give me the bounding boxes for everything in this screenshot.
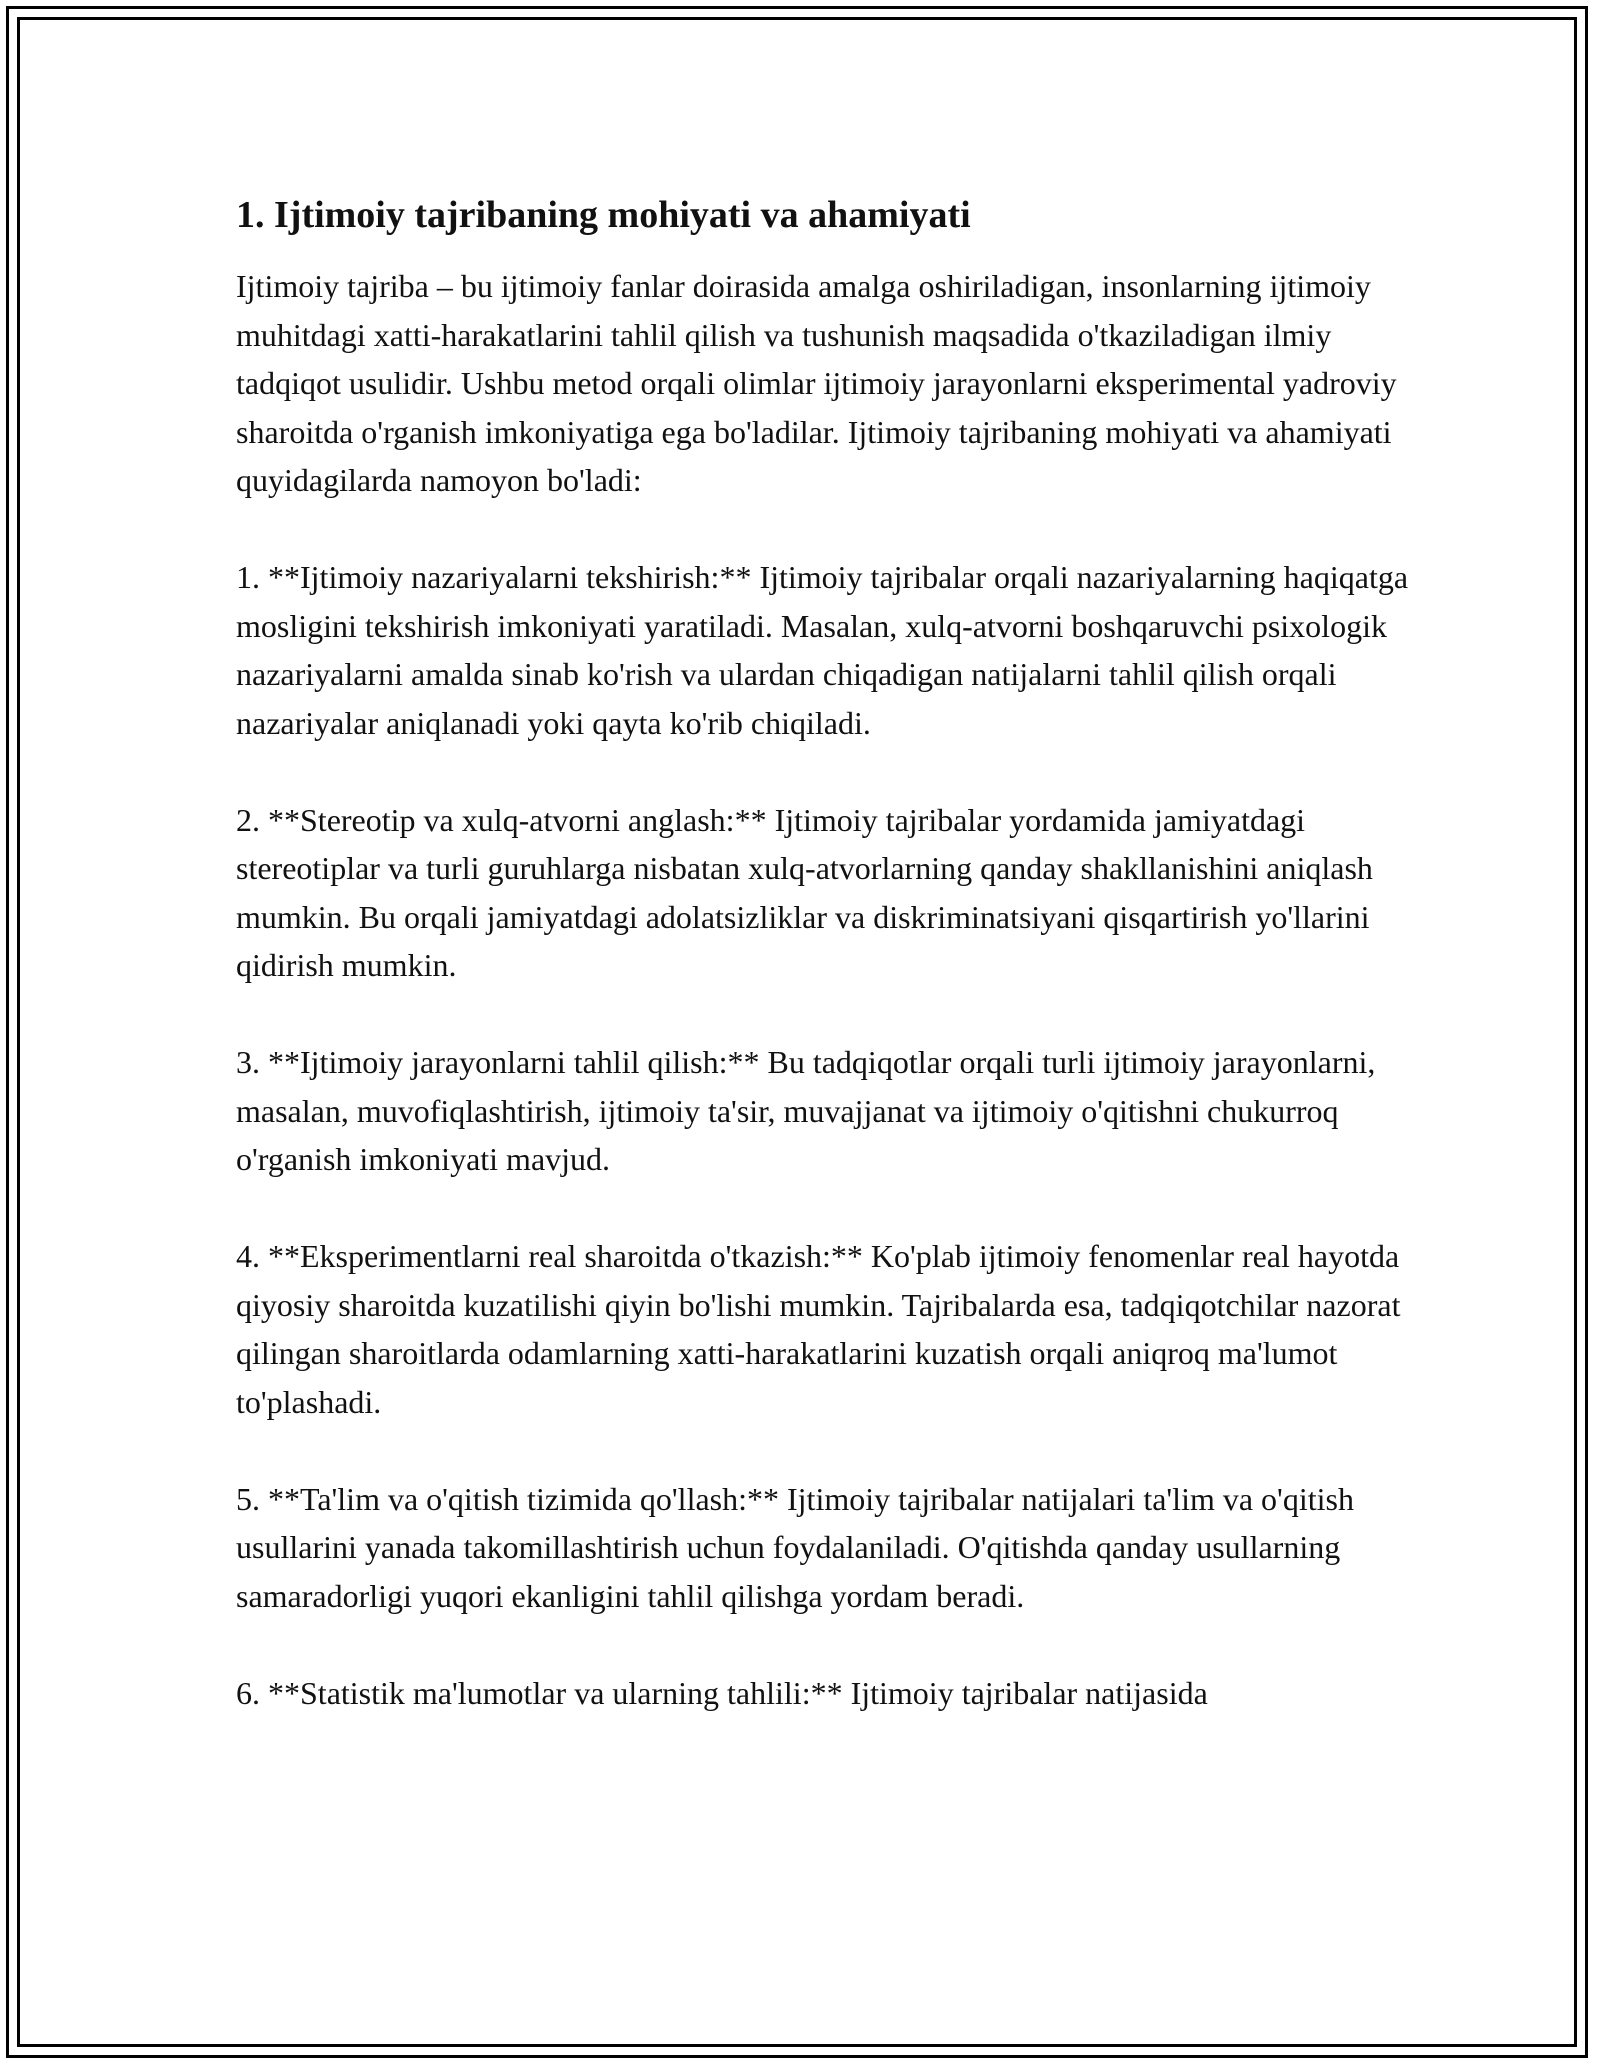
document-body xyxy=(236,190,1416,1766)
list-item-6: 6. **Statistik ma'lumotlar va ularning tahlili:** Ijtimoiy tajribalar natijasida xyxy=(236,1674,1208,1711)
document-title: 1. Ijtimoiy tajribaning mohiyati va ahamiyati xyxy=(236,194,971,236)
list-item-3: 3. **Ijtimoiy jarayonlarni tahlil qilish:** Bu tadqiqotlar orqali turli ijtimoiy jarayonlarni, masalan, muvofiqlashtirish, ijtimoiy ta'sir, muvajjanat va ijtimoiy o'qitishni chukurroq o'rganish imkoniyati mavjud. xyxy=(236,1044,1376,1177)
intro-paragraph: Ijtimoiy tajriba – bu ijtimoiy fanlar doirasida amalga oshiriladigan, insonlarning ijtimoiy muhitdagi xatti-harakatlarini tahlil qilish va tushunish maqsadida o'tkaziladigan ilmiy tadqiqot usulidir. Ushbu metod orqali olimlar ijtimoiy jarayonlarni eksperimental yadroviy sharoitda o'rganish imkoniyatiga ega bo'ladilar. Ijtimoiy tajribaning mohiyati va ahamiyati quyidagilarda namoyon bo'ladi: xyxy=(236,268,1397,498)
list-item-4: 4. **Eksperimentlarni real sharoitda o'tkazish:** Ko'plab ijtimoiy fenomenlar real hayotda qiyosiy sharoitda kuzatilishi qiyin bo'lishi mumkin. Tajribalarda esa, tadqiqotchilar nazorat qilingan sharoitlarda odamlarning xatti-harakatlarini kuzatish orqali aniqroq ma'lumot to'plashadi. xyxy=(236,1238,1401,1420)
list-item-2: 2. **Stereotip va xulq-atvorni anglash:** Ijtimoiy tajribalar yordamida jamiyatdagi stereotiplar va turli guruhlarga nisbatan xulq-atvorlarning qanday shakllanishini aniqlash mumkin. Bu orqali jamiyatdagi adolatsizliklar va diskriminatsiyani qisqartirish yo'llarini qidirish mumkin. xyxy=(236,801,1373,983)
list-item-5: 5. **Ta'lim va o'qitish tizimida qo'llash:** Ijtimoiy tajribalar natijalari ta'lim va o'qitish usullarini yanada takomillashtirish uchun foydalaniladi. O'qitishda qanday usullarning samaradorligi yuqori ekanligini tahlil qilishga yordam beradi. xyxy=(236,1480,1354,1614)
list-item-1: 1. **Ijtimoiy nazariyalarni tekshirish:** Ijtimoiy tajribalar orqali nazariyalarning haqiqatga mosligini tekshirish imkoniyati yaratiladi. Masalan, xulq-atvorni boshqaruvchi psixologik nazariyalarni amalda sinab ko'rish va ulardan chiqadigan natijalarni tahlil qilish orqali nazariyalar aniqlanadi yoki qayta ko'rib chiqiladi. xyxy=(236,559,1409,741)
